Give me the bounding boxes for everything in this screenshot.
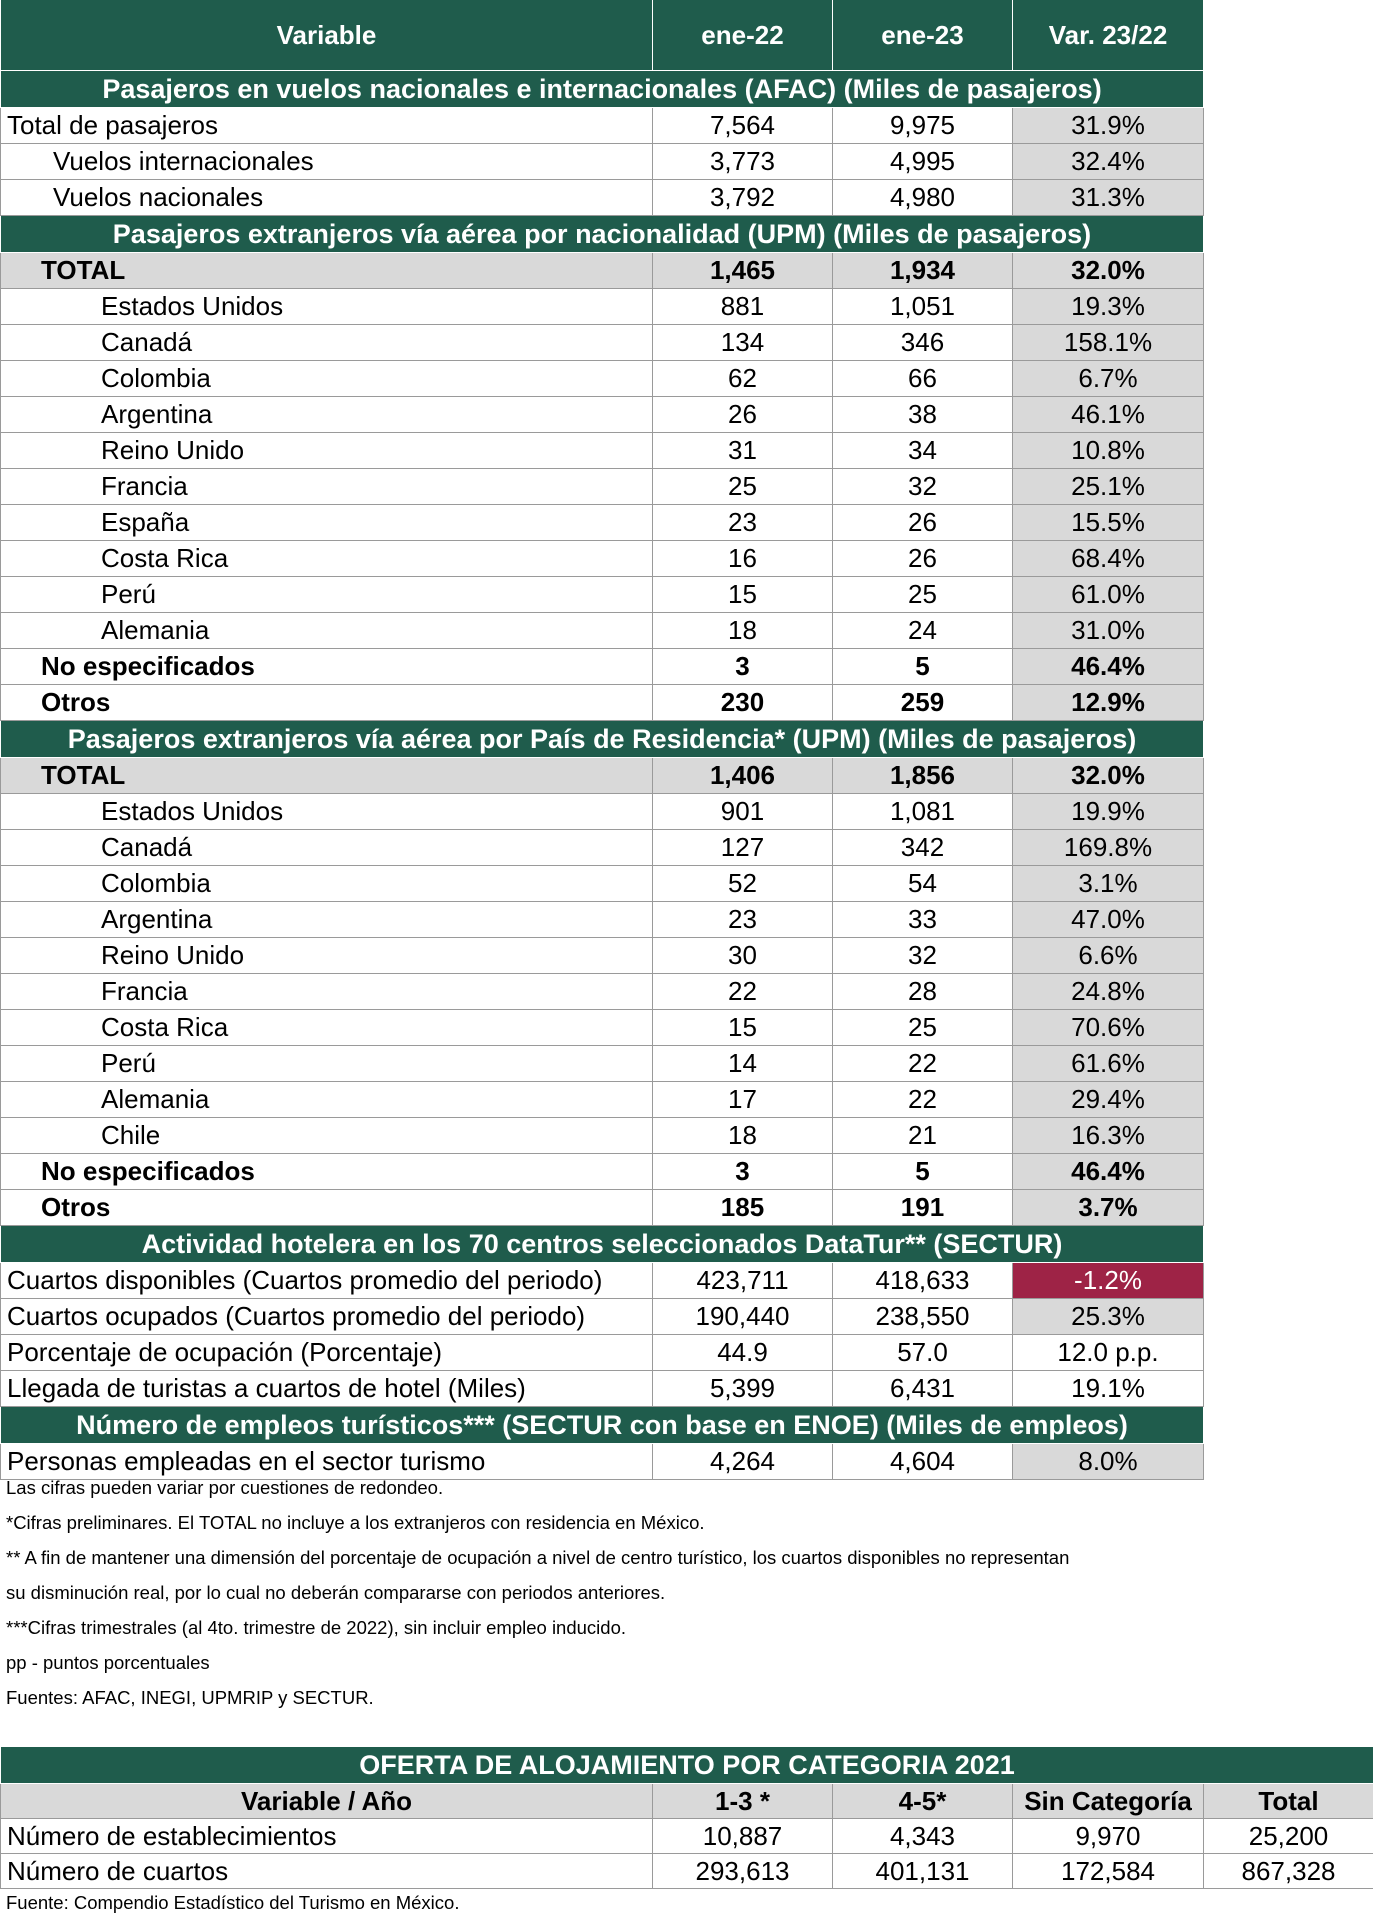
value-variation: 10.8% bbox=[1013, 433, 1204, 469]
total-row bbox=[1, 253, 1204, 289]
row-label: Canadá bbox=[1, 325, 653, 361]
value-variation-negative: -1.2% bbox=[1013, 1263, 1204, 1299]
value-variation: 29.4% bbox=[1013, 1082, 1204, 1118]
total-row bbox=[1, 758, 1204, 794]
row-label: Cuartos disponibles (Cuartos promedio del periodo) bbox=[1, 1263, 653, 1299]
no-especificados-row bbox=[1, 649, 1204, 685]
value-ene-23: 25 bbox=[833, 1010, 1013, 1046]
header-variable: Variable bbox=[1, 0, 653, 71]
section-afac: Pasajeros en vuelos nacionales e internacionales (AFAC) (Miles de pasajeros) bbox=[1, 71, 1204, 108]
table-row bbox=[1, 361, 1204, 397]
value-ene-22: 44.9 bbox=[653, 1335, 833, 1371]
value-variation: 70.6% bbox=[1013, 1010, 1204, 1046]
value-variation: 68.4% bbox=[1013, 541, 1204, 577]
table-row bbox=[1, 397, 1204, 433]
value-ene-22: 31 bbox=[653, 433, 833, 469]
alojamiento-table bbox=[0, 1746, 1373, 1889]
value-ene-23: 1,856 bbox=[833, 758, 1013, 794]
value-ene-22: 22 bbox=[653, 974, 833, 1010]
row-label: Argentina bbox=[1, 397, 653, 433]
table-row bbox=[1, 108, 1204, 144]
row-label: Número de establecimientos bbox=[1, 1819, 653, 1854]
row-label: Colombia bbox=[1, 361, 653, 397]
table-row bbox=[1, 613, 1204, 649]
row-label: Llegada de turistas a cuartos de hotel (Miles) bbox=[1, 1371, 653, 1407]
value-variation: 46.1% bbox=[1013, 397, 1204, 433]
value-sin-categoria: 9,970 bbox=[1013, 1819, 1204, 1854]
value-ene-22: 4,264 bbox=[653, 1444, 833, 1480]
row-label: Otros bbox=[1, 685, 653, 721]
footnote: ***Cifras trimestrales (al 4to. trimestre de 2022), sin incluir empleo inducido. bbox=[6, 1617, 627, 1638]
table-row bbox=[1, 1854, 1373, 1889]
value-ene-23: 5 bbox=[833, 1154, 1013, 1190]
value-ene-22: 62 bbox=[653, 361, 833, 397]
value-ene-22: 18 bbox=[653, 1118, 833, 1154]
footnote: *Cifras preliminares. El TOTAL no incluye a los extranjeros con residencia en México. bbox=[6, 1512, 705, 1533]
value-variation: 46.4% bbox=[1013, 1154, 1204, 1190]
value-variation: 31.3% bbox=[1013, 180, 1204, 216]
value-ene-23: 342 bbox=[833, 830, 1013, 866]
value-ene-22: 190,440 bbox=[653, 1299, 833, 1335]
alojamiento-title: OFERTA DE ALOJAMIENTO POR CATEGORIA 2021 bbox=[1, 1747, 1373, 1784]
value-variation: 24.8% bbox=[1013, 974, 1204, 1010]
value-ene-22: 14 bbox=[653, 1046, 833, 1082]
value-ene-22: 423,711 bbox=[653, 1263, 833, 1299]
value-ene-22: 18 bbox=[653, 613, 833, 649]
value-ene-23: 238,550 bbox=[833, 1299, 1013, 1335]
value-ene-23: 346 bbox=[833, 325, 1013, 361]
value-variation: 12.0 p.p. bbox=[1013, 1335, 1204, 1371]
value-variation: 31.9% bbox=[1013, 108, 1204, 144]
value-variation: 6.7% bbox=[1013, 361, 1204, 397]
value-variation: 19.9% bbox=[1013, 794, 1204, 830]
value-ene-22: 5,399 bbox=[653, 1371, 833, 1407]
table-row bbox=[1, 505, 1204, 541]
value-total: 25,200 bbox=[1204, 1819, 1373, 1854]
value-variation: 19.3% bbox=[1013, 289, 1204, 325]
value-variation: 169.8% bbox=[1013, 830, 1204, 866]
table-row bbox=[1, 938, 1204, 974]
value-ene-22: 23 bbox=[653, 505, 833, 541]
no-especificados-row bbox=[1, 1154, 1204, 1190]
row-label: España bbox=[1, 505, 653, 541]
header-variation: Var. 23/22 bbox=[1013, 0, 1204, 71]
row-label: Número de cuartos bbox=[1, 1854, 653, 1889]
value-ene-22: 901 bbox=[653, 794, 833, 830]
value-ene-23: 1,081 bbox=[833, 794, 1013, 830]
value-variation: 19.1% bbox=[1013, 1371, 1204, 1407]
value-variation: 16.3% bbox=[1013, 1118, 1204, 1154]
value-ene-22: 3 bbox=[653, 649, 833, 685]
value-ene-23: 22 bbox=[833, 1082, 1013, 1118]
value-ene-23: 4,980 bbox=[833, 180, 1013, 216]
row-label: Reino Unido bbox=[1, 433, 653, 469]
value-ene-23: 57.0 bbox=[833, 1335, 1013, 1371]
value-ene-23: 66 bbox=[833, 361, 1013, 397]
table-row bbox=[1, 1335, 1204, 1371]
value-ene-23: 418,633 bbox=[833, 1263, 1013, 1299]
row-label: Vuelos nacionales bbox=[1, 180, 653, 216]
section-hotel: Actividad hotelera en los 70 centros seleccionados DataTur** (SECTUR) bbox=[1, 1226, 1204, 1263]
value-variation: 47.0% bbox=[1013, 902, 1204, 938]
alojamiento-header-row bbox=[1, 1784, 1373, 1819]
value-ene-23: 6,431 bbox=[833, 1371, 1013, 1407]
header-variable-ano: Variable / Año bbox=[1, 1784, 653, 1819]
value-ene-23: 26 bbox=[833, 541, 1013, 577]
header-total: Total bbox=[1204, 1784, 1373, 1819]
row-label: Francia bbox=[1, 974, 653, 1010]
value-variation: 46.4% bbox=[1013, 649, 1204, 685]
value-ene-22: 3 bbox=[653, 1154, 833, 1190]
value-sin-categoria: 172,584 bbox=[1013, 1854, 1204, 1889]
value-ene-22: 15 bbox=[653, 577, 833, 613]
section-nacionalidad: Pasajeros extranjeros vía aérea por nacionalidad (UPM) (Miles de pasajeros) bbox=[1, 216, 1204, 253]
table-row bbox=[1, 1819, 1373, 1854]
header-ene-23: ene-23 bbox=[833, 0, 1013, 71]
value-variation: 31.0% bbox=[1013, 613, 1204, 649]
table-row bbox=[1, 541, 1204, 577]
table-row bbox=[1, 830, 1204, 866]
row-label: Reino Unido bbox=[1, 938, 653, 974]
row-label: TOTAL bbox=[1, 758, 653, 794]
footnote: ** A fin de mantener una dimensión del porcentaje de ocupación a nivel de centro turístico, los cuartos disponibles no representan bbox=[6, 1547, 1070, 1568]
otros-row bbox=[1, 1190, 1204, 1226]
header-cat-4-5: 4-5* bbox=[833, 1784, 1013, 1819]
value-ene-23: 5 bbox=[833, 649, 1013, 685]
value-ene-23: 38 bbox=[833, 397, 1013, 433]
value-ene-23: 1,934 bbox=[833, 253, 1013, 289]
row-label: Costa Rica bbox=[1, 1010, 653, 1046]
footnote: pp - puntos porcentuales bbox=[6, 1652, 210, 1673]
table-row bbox=[1, 1118, 1204, 1154]
header-cat-1-3: 1-3 * bbox=[653, 1784, 833, 1819]
value-total: 867,328 bbox=[1204, 1854, 1373, 1889]
value-ene-23: 9,975 bbox=[833, 108, 1013, 144]
table-row bbox=[1, 577, 1204, 613]
footnote: su disminución real, por lo cual no deberán compararse con periodos anteriores. bbox=[6, 1582, 666, 1603]
value-ene-22: 15 bbox=[653, 1010, 833, 1046]
value-ene-23: 4,604 bbox=[833, 1444, 1013, 1480]
footnote: Las cifras pueden variar por cuestiones de redondeo. bbox=[6, 1477, 444, 1498]
value-variation: 25.1% bbox=[1013, 469, 1204, 505]
row-label: Porcentaje de ocupación (Porcentaje) bbox=[1, 1335, 653, 1371]
row-label: No especificados bbox=[1, 649, 653, 685]
table-row bbox=[1, 1046, 1204, 1082]
row-label: Argentina bbox=[1, 902, 653, 938]
value-ene-22: 26 bbox=[653, 397, 833, 433]
row-label: Perú bbox=[1, 577, 653, 613]
value-ene-23: 32 bbox=[833, 469, 1013, 505]
value-ene-23: 4,995 bbox=[833, 144, 1013, 180]
value-ene-23: 21 bbox=[833, 1118, 1013, 1154]
row-label: Perú bbox=[1, 1046, 653, 1082]
value-variation: 12.9% bbox=[1013, 685, 1204, 721]
table-row bbox=[1, 289, 1204, 325]
footnote: Fuentes: AFAC, INEGI, UPMRIP y SECTUR. bbox=[6, 1687, 374, 1708]
value-ene-23: 22 bbox=[833, 1046, 1013, 1082]
value-ene-23: 191 bbox=[833, 1190, 1013, 1226]
value-ene-23: 1,051 bbox=[833, 289, 1013, 325]
otros-row bbox=[1, 685, 1204, 721]
value-ene-23: 259 bbox=[833, 685, 1013, 721]
value-ene-22: 134 bbox=[653, 325, 833, 361]
value-variation: 8.0% bbox=[1013, 1444, 1204, 1480]
table-row bbox=[1, 974, 1204, 1010]
row-label: TOTAL bbox=[1, 253, 653, 289]
value-variation: 32.0% bbox=[1013, 758, 1204, 794]
row-label: Colombia bbox=[1, 866, 653, 902]
value-ene-22: 17 bbox=[653, 1082, 833, 1118]
value-ene-23: 33 bbox=[833, 902, 1013, 938]
header-row bbox=[1, 0, 1204, 71]
table-row bbox=[1, 1371, 1204, 1407]
table-row bbox=[1, 866, 1204, 902]
source-note: Fuente: Compendio Estadístico del Turismo en México. bbox=[6, 1892, 460, 1913]
value-ene-22: 1,465 bbox=[653, 253, 833, 289]
row-label: Alemania bbox=[1, 613, 653, 649]
value-cat-1-3: 293,613 bbox=[653, 1854, 833, 1889]
value-variation: 3.7% bbox=[1013, 1190, 1204, 1226]
value-variation: 3.1% bbox=[1013, 866, 1204, 902]
section-empleo: Número de empleos turísticos*** (SECTUR con base en ENOE) (Miles de empleos) bbox=[1, 1407, 1204, 1444]
value-ene-22: 30 bbox=[653, 938, 833, 974]
value-ene-22: 3,792 bbox=[653, 180, 833, 216]
row-label: Cuartos ocupados (Cuartos promedio del periodo) bbox=[1, 1299, 653, 1335]
value-variation: 61.6% bbox=[1013, 1046, 1204, 1082]
value-variation: 6.6% bbox=[1013, 938, 1204, 974]
table-row bbox=[1, 144, 1204, 180]
row-label: Vuelos internacionales bbox=[1, 144, 653, 180]
value-cat-1-3: 10,887 bbox=[653, 1819, 833, 1854]
table-row bbox=[1, 433, 1204, 469]
value-ene-23: 54 bbox=[833, 866, 1013, 902]
value-variation: 158.1% bbox=[1013, 325, 1204, 361]
row-label: Personas empleadas en el sector turismo bbox=[1, 1444, 653, 1480]
value-ene-22: 1,406 bbox=[653, 758, 833, 794]
table-row bbox=[1, 325, 1204, 361]
value-ene-22: 23 bbox=[653, 902, 833, 938]
section-residencia: Pasajeros extranjeros vía aérea por País de Residencia* (UPM) (Miles de pasajeros) bbox=[1, 721, 1204, 758]
table-row bbox=[1, 1299, 1204, 1335]
value-variation: 32.0% bbox=[1013, 253, 1204, 289]
value-ene-22: 25 bbox=[653, 469, 833, 505]
value-ene-22: 7,564 bbox=[653, 108, 833, 144]
value-cat-4-5: 4,343 bbox=[833, 1819, 1013, 1854]
table-row bbox=[1, 469, 1204, 505]
value-ene-23: 24 bbox=[833, 613, 1013, 649]
table-row bbox=[1, 1082, 1204, 1118]
row-label: Estados Unidos bbox=[1, 289, 653, 325]
value-ene-23: 32 bbox=[833, 938, 1013, 974]
row-label: Francia bbox=[1, 469, 653, 505]
value-ene-23: 28 bbox=[833, 974, 1013, 1010]
value-ene-22: 16 bbox=[653, 541, 833, 577]
row-label: Estados Unidos bbox=[1, 794, 653, 830]
value-variation: 32.4% bbox=[1013, 144, 1204, 180]
row-label: Otros bbox=[1, 1190, 653, 1226]
value-ene-22: 52 bbox=[653, 866, 833, 902]
table-row bbox=[1, 1010, 1204, 1046]
table-row bbox=[1, 902, 1204, 938]
footnotes bbox=[6, 1470, 1069, 1715]
value-variation: 15.5% bbox=[1013, 505, 1204, 541]
value-variation: 61.0% bbox=[1013, 577, 1204, 613]
value-ene-22: 127 bbox=[653, 830, 833, 866]
header-ene-22: ene-22 bbox=[653, 0, 833, 71]
value-ene-22: 3,773 bbox=[653, 144, 833, 180]
value-ene-22: 230 bbox=[653, 685, 833, 721]
row-label: No especificados bbox=[1, 1154, 653, 1190]
header-sin-categoria: Sin Categoría bbox=[1013, 1784, 1204, 1819]
row-label: Chile bbox=[1, 1118, 653, 1154]
table-row bbox=[1, 794, 1204, 830]
value-ene-23: 25 bbox=[833, 577, 1013, 613]
value-cat-4-5: 401,131 bbox=[833, 1854, 1013, 1889]
table-row bbox=[1, 1263, 1204, 1299]
row-label: Total de pasajeros bbox=[1, 108, 653, 144]
row-label: Canadá bbox=[1, 830, 653, 866]
value-variation: 25.3% bbox=[1013, 1299, 1204, 1335]
value-ene-23: 26 bbox=[833, 505, 1013, 541]
value-ene-22: 881 bbox=[653, 289, 833, 325]
table-row bbox=[1, 180, 1204, 216]
value-ene-23: 34 bbox=[833, 433, 1013, 469]
row-label: Costa Rica bbox=[1, 541, 653, 577]
value-ene-22: 185 bbox=[653, 1190, 833, 1226]
row-label: Alemania bbox=[1, 1082, 653, 1118]
